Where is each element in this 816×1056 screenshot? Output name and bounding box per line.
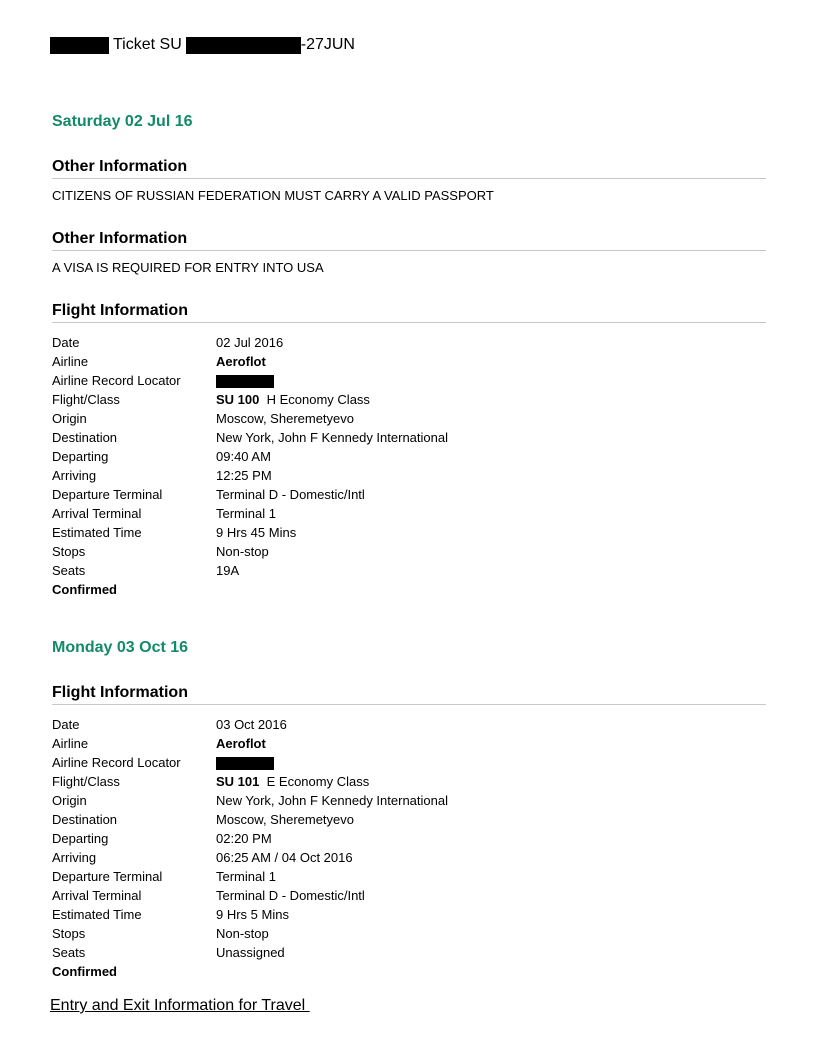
row-label: Departure Terminal xyxy=(52,869,163,884)
entry-exit-info-link[interactable]: Entry and Exit Information for Travel xyxy=(50,997,310,1014)
row-label: Date xyxy=(52,717,80,732)
row-label: Seats xyxy=(52,563,86,578)
date-value: 03 Oct 2016 xyxy=(216,717,287,732)
info-text: A VISA IS REQUIRED FOR ENTRY INTO USA xyxy=(52,260,324,275)
redacted-block xyxy=(50,37,109,54)
origin-row xyxy=(52,791,766,810)
destination-value: Moscow, Sheremetyevo xyxy=(216,812,355,827)
arriving-row xyxy=(52,466,766,485)
info-text: CITIZENS OF RUSSIAN FEDERATION MUST CARRY A VALID PASSPORT xyxy=(52,188,494,203)
flight-class: H Economy Class xyxy=(266,392,370,407)
airline-value: Aeroflot xyxy=(216,736,266,751)
destination-value: New York, John F Kennedy International xyxy=(216,430,448,445)
airline-value: Aeroflot xyxy=(216,354,266,369)
destination-row xyxy=(52,428,766,447)
row-label: Departure Terminal xyxy=(52,487,163,502)
section-title: Flight Information xyxy=(52,301,766,323)
redacted-locator xyxy=(216,375,274,388)
section-title: Other Information xyxy=(52,157,766,179)
row-label: Stops xyxy=(52,544,86,559)
seats-row xyxy=(52,561,766,580)
row-label: Flight/Class xyxy=(52,392,120,407)
flight-class-row xyxy=(52,390,766,409)
seats-row xyxy=(52,943,766,962)
row-label: Arrival Terminal xyxy=(52,506,142,521)
origin-value: Moscow, Sheremetyevo xyxy=(216,411,355,426)
stops-value: Non-stop xyxy=(216,544,269,559)
destination-row xyxy=(52,810,766,829)
stops-row xyxy=(52,542,766,561)
ticket-prefix: Ticket SU xyxy=(113,36,182,53)
airline-row xyxy=(52,734,766,753)
day-heading: Monday 03 Oct 16 xyxy=(52,639,189,656)
origin-value: New York, John F Kennedy International xyxy=(216,793,448,808)
row-label: Airline xyxy=(52,354,89,369)
row-label: Flight/Class xyxy=(52,774,120,789)
departing-row xyxy=(52,829,766,848)
departure-terminal-row xyxy=(52,485,766,504)
seats-value: 19A xyxy=(216,563,240,578)
estimated-time-row xyxy=(52,905,766,924)
flight-class: E Economy Class xyxy=(266,774,370,789)
date-value: 02 Jul 2016 xyxy=(216,335,284,350)
departing-value: 02:20 PM xyxy=(216,831,272,846)
row-label: Date xyxy=(52,335,80,350)
row-label: Seats xyxy=(52,945,86,960)
day-heading: Saturday 02 Jul 16 xyxy=(52,113,193,130)
row-label: Estimated Time xyxy=(52,525,142,540)
stops-row xyxy=(52,924,766,943)
arriving-value: 12:25 PM xyxy=(216,468,272,483)
arrival-terminal-row xyxy=(52,504,766,523)
ticket-suffix: -27JUN xyxy=(300,36,355,53)
flight-information-section xyxy=(52,301,766,599)
flight-number: SU 100 xyxy=(216,392,260,407)
row-label: Airline xyxy=(52,736,89,751)
row-label: Origin xyxy=(52,411,87,426)
flight-number: SU 101 xyxy=(216,774,260,789)
row-label: Arrival Terminal xyxy=(52,888,142,903)
row-label: Arriving xyxy=(52,850,97,865)
stops-value: Non-stop xyxy=(216,926,269,941)
date-row xyxy=(52,715,766,734)
row-label: Airline Record Locator xyxy=(52,755,181,770)
section-title: Other Information xyxy=(52,229,766,251)
locator-row xyxy=(52,371,766,390)
itinerary xyxy=(52,112,766,981)
arrival-terminal-value: Terminal 1 xyxy=(216,506,276,521)
row-label: Destination xyxy=(52,430,118,445)
arrival-terminal-value: Terminal D - Domestic/Intl xyxy=(216,888,365,903)
estimated-time-row xyxy=(52,523,766,542)
row-label: Airline Record Locator xyxy=(52,373,181,388)
departure-terminal-value: Terminal D - Domestic/Intl xyxy=(216,487,365,502)
departure-terminal-row xyxy=(52,867,766,886)
other-information-section xyxy=(52,157,766,204)
locator-row xyxy=(52,753,766,772)
row-label: Departing xyxy=(52,449,109,464)
redacted-ticket-number xyxy=(186,37,301,54)
row-label: Stops xyxy=(52,926,86,941)
status-label: Confirmed xyxy=(52,964,117,979)
row-label: Arriving xyxy=(52,468,97,483)
redacted-locator xyxy=(216,757,274,770)
arriving-row xyxy=(52,848,766,867)
estimated-time-value: 9 Hrs 5 Mins xyxy=(216,907,289,922)
arriving-value: 06:25 AM / 04 Oct 2016 xyxy=(216,850,353,865)
arrival-terminal-row xyxy=(52,886,766,905)
estimated-time-value: 9 Hrs 45 Mins xyxy=(216,525,297,540)
other-information-section xyxy=(52,229,766,276)
airline-row xyxy=(52,352,766,371)
section-title: Flight Information xyxy=(52,683,766,705)
row-label: Destination xyxy=(52,812,118,827)
row-label: Departing xyxy=(52,831,109,846)
departing-value: 09:40 AM xyxy=(216,449,271,464)
row-label: Estimated Time xyxy=(52,907,142,922)
status-label: Confirmed xyxy=(52,582,117,597)
flight-information-section xyxy=(52,683,766,981)
date-row xyxy=(52,333,766,352)
flight-class-row xyxy=(52,772,766,791)
row-label: Origin xyxy=(52,793,87,808)
departure-terminal-value: Terminal 1 xyxy=(216,869,276,884)
ticket-header xyxy=(50,36,355,54)
origin-row xyxy=(52,409,766,428)
seats-value: Unassigned xyxy=(216,945,285,960)
departing-row xyxy=(52,447,766,466)
